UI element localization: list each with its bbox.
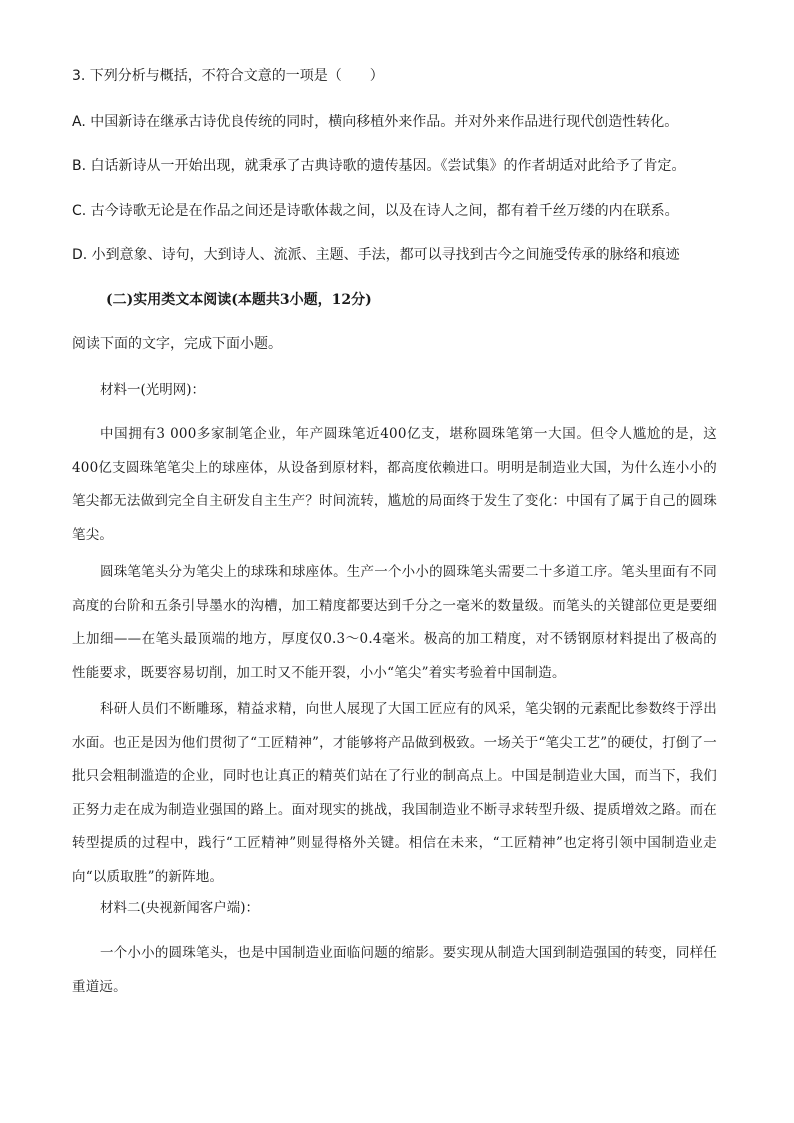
material-2-source: 材料二(央视新闻客户端)： bbox=[100, 900, 260, 916]
question-3-stem: 3. 下列分析与概括，不符合文意的一项是（ ） bbox=[72, 68, 384, 84]
question-3-option-b: B. 白话新诗从一开始出现，就秉承了古典诗歌的遗传基因。《尝试集》的作者胡适对此给予了肯定。 bbox=[72, 158, 686, 174]
material-2-paragraph-1: 一个小小的圆珠笔头，也是中国制造业面临问题的缩影。要实现从制造大国到制造强国的转变，同样任重道远。 bbox=[72, 945, 717, 995]
question-3-option-c: C. 古今诗歌无论是在作品之间还是诗歌体裁之间，以及在诗人之间，都有着千丝万缕的内在联系。 bbox=[72, 203, 679, 219]
section-instruction: 阅读下面的文字，完成下面小题。 bbox=[72, 336, 282, 352]
material-1-paragraph-3: 科研人员们不断雕琢，精益求精，向世人展现了大国工匠应有的风采，笔尖钢的元素配比参数终于浮出水面。也正是因为他们贯彻了“工匠精神”，才能够将产品做到极致。一场关于“笔尖工艺”的硬仗，打倒了一批只会粗制滥造的企业，同时也让真正的精英们站在了行业的制高点上。中国是制造业大国，而当下，我们正努力走在成为制造业强国的路上。面对现实的挑战，我国制造业不断寻求转型升级、提质增效之路。而在转型提质的过程中，践行“工匠精神”则显得格外关键。相信在未来，“工匠精神”也定将引领中国制造业走向“以质取胜”的新阵地。 bbox=[72, 701, 717, 885]
section-heading: (二)实用类文本阅读(本题共3小题，12分) bbox=[106, 292, 372, 308]
material-1-source: 材料一(光明网)： bbox=[100, 382, 206, 398]
question-3-option-a: A. 中国新诗在继承古诗优良传统的同时，横向移植外来作品。并对外来作品进行现代创造性转化。 bbox=[72, 114, 679, 130]
question-3-option-d: D. 小到意象、诗句，大到诗人、流派、主题、手法，都可以寻找到古今之间施受传承的脉络和痕迹 bbox=[72, 247, 680, 263]
material-1-paragraph-2: 圆珠笔笔头分为笔尖上的球珠和球座体。生产一个小小的圆珠笔头需要二十多道工序。笔头里面有不同高度的台阶和五条引导墨水的沟槽，加工精度都要达到千分之一毫米的数量级。而笔头的关键部位更是要细上加细——在笔头最顶端的地方，厚度仅0.3～0.4毫米。极高的加工精度，对不锈钢原材料提出了极高的性能要求，既要容易切削，加工时又不能开裂，小小“笔尖”着实考验着中国制造。 bbox=[72, 564, 717, 681]
material-1-paragraph-1: 中国拥有3 000多家制笔企业，年产圆珠笔近400亿支，堪称圆珠笔第一大国。但令人尴尬的是，这400亿支圆珠笔笔尖上的球座体，从设备到原材料，都高度依赖进口。明明是制造业大国，为什么连小小的笔尖都无法做到完全自主研发自主生产？时间流转，尴尬的局面终于发生了变化：中国有了属于自己的圆珠笔尖。 bbox=[72, 426, 717, 543]
